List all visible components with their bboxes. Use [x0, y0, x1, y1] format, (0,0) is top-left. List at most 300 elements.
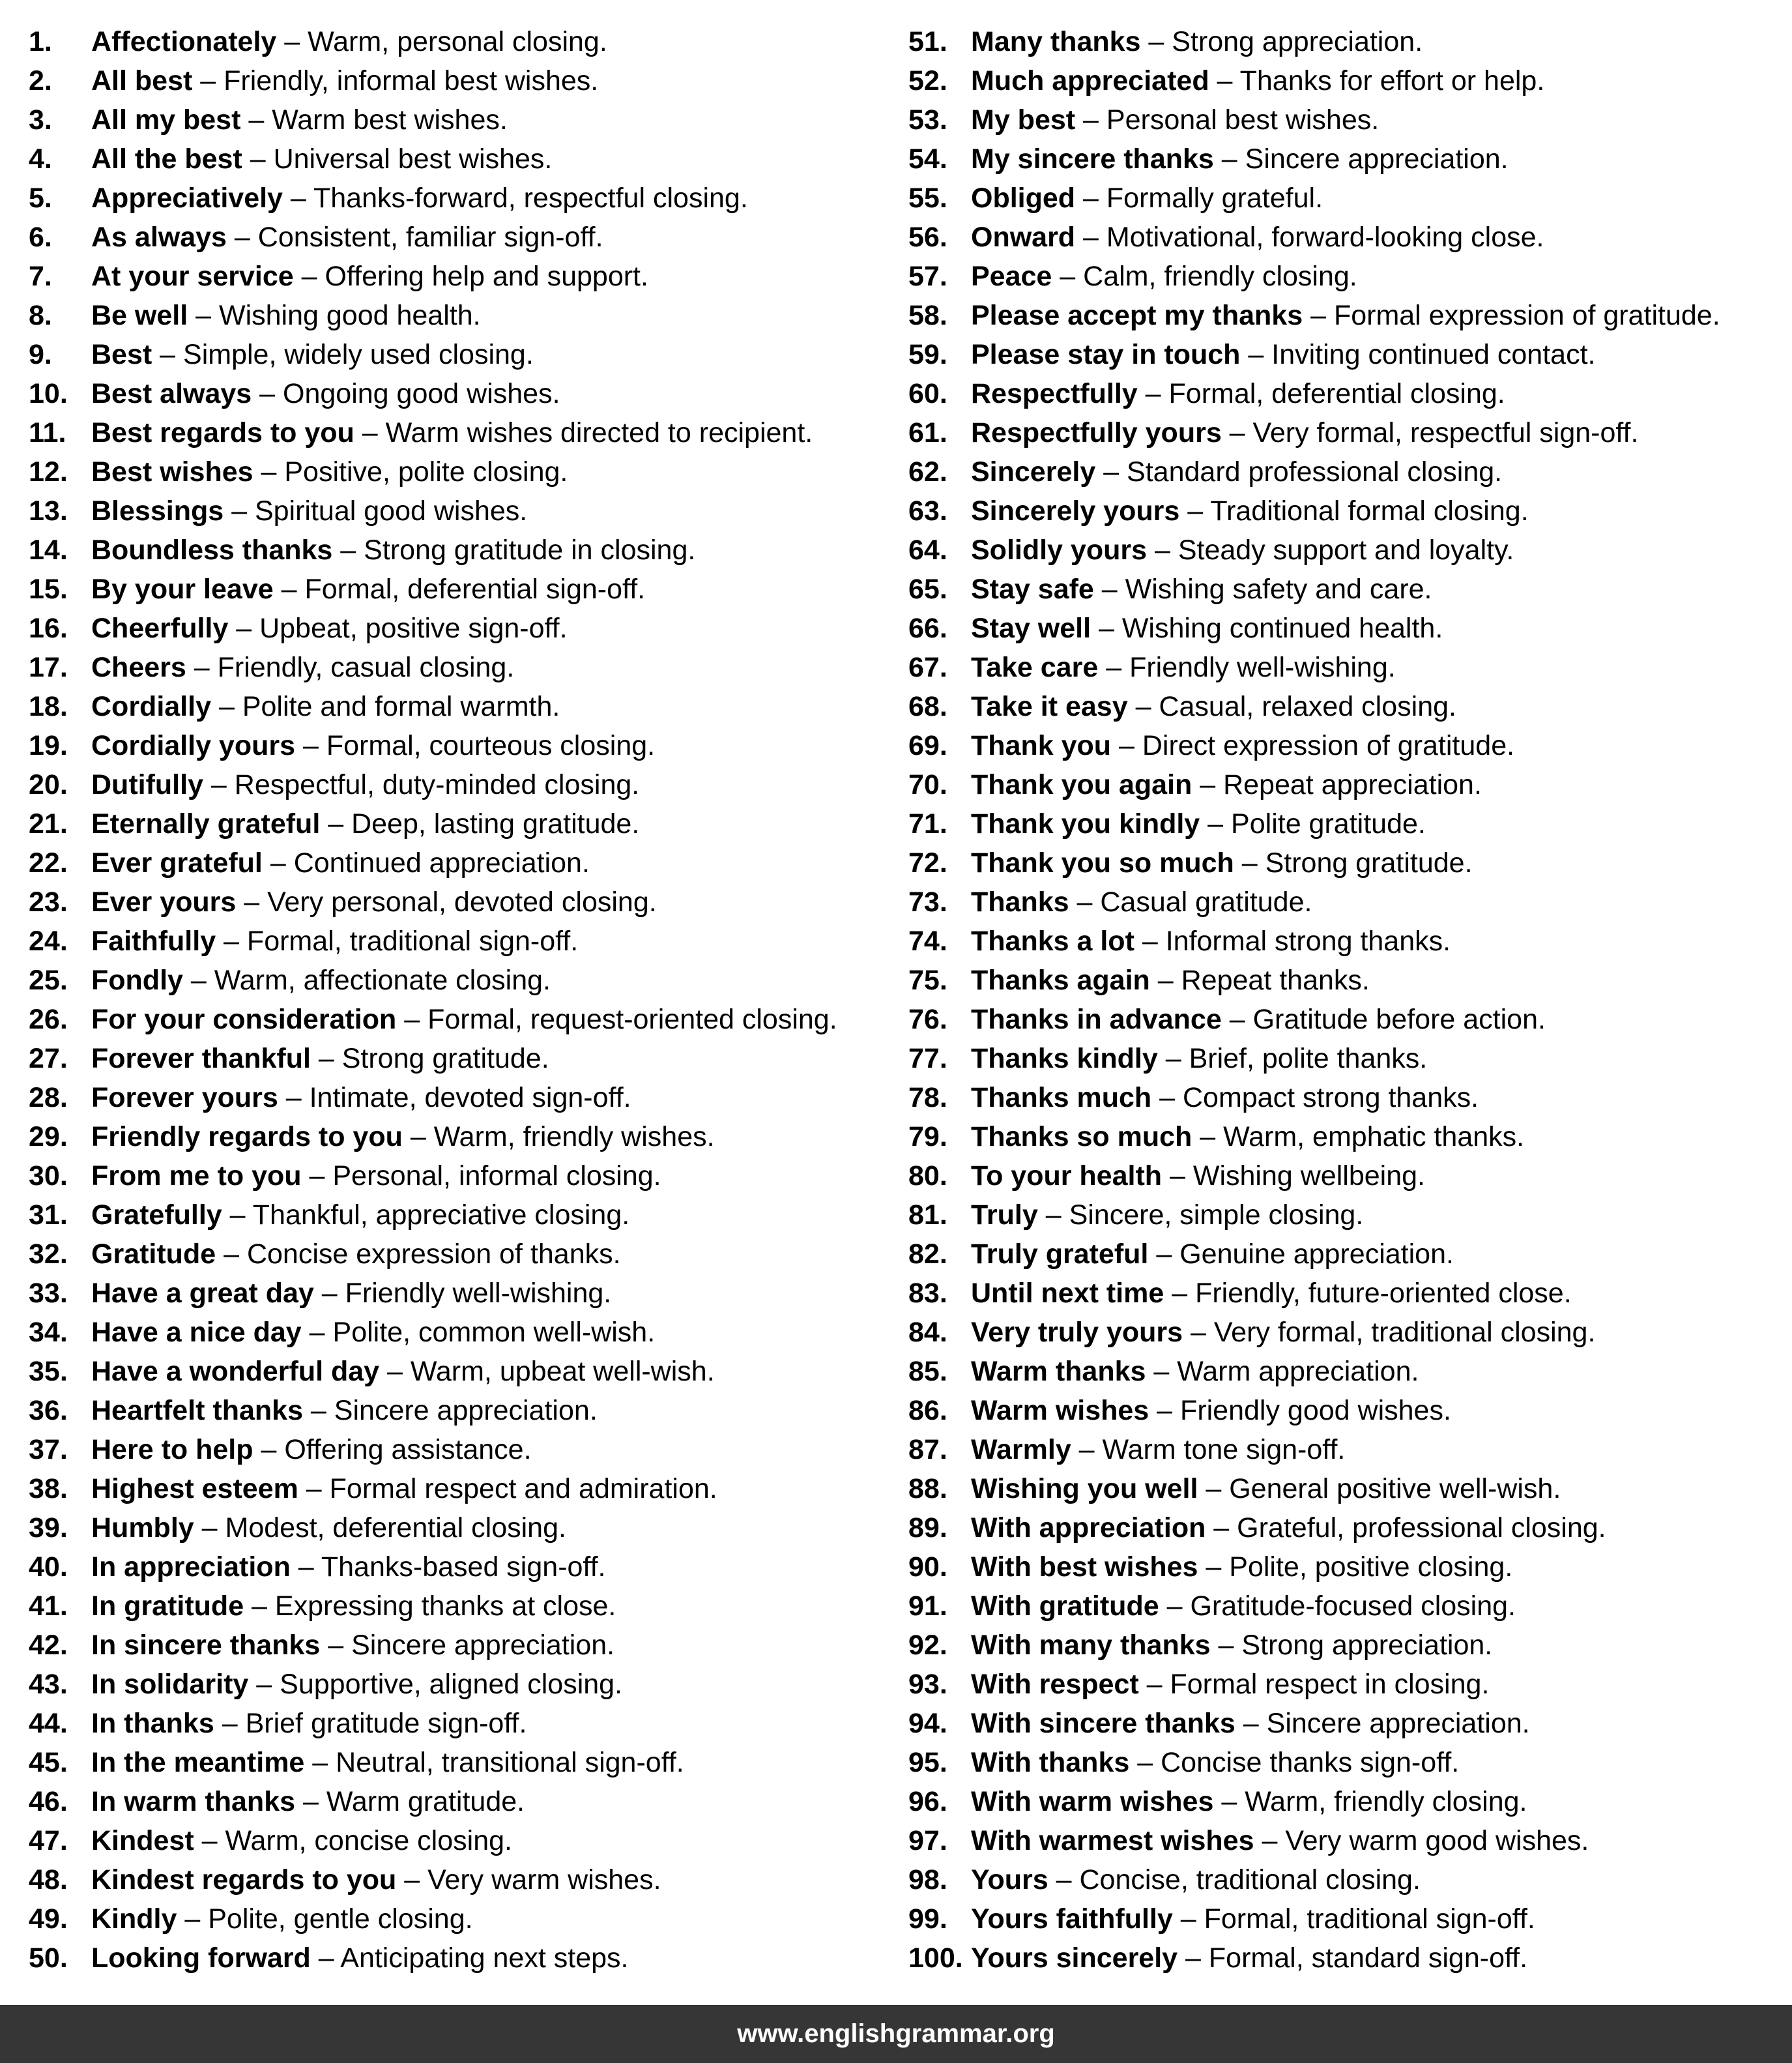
- item-separator: –: [1137, 378, 1169, 409]
- item-description: Upbeat, positive sign-off.: [259, 613, 568, 644]
- item-text: [91, 1313, 655, 1352]
- list-item: [29, 335, 837, 374]
- item-text: [91, 843, 590, 883]
- item-number: 26.: [29, 1004, 68, 1035]
- item-text: [91, 452, 568, 491]
- item-number: 40.: [29, 1551, 68, 1583]
- item-text: [971, 1547, 1512, 1587]
- item-separator: –: [301, 1160, 333, 1192]
- item-term: Friendly regards to you: [91, 1121, 403, 1152]
- item-description: Wishing wellbeing.: [1192, 1160, 1425, 1192]
- list-item: [908, 1626, 1720, 1665]
- item-description: Offering assistance.: [284, 1434, 532, 1465]
- item-number: 58.: [908, 300, 947, 331]
- item-number: 11.: [29, 417, 66, 448]
- item-description: Warm best wishes.: [272, 104, 508, 136]
- list-item: [908, 765, 1720, 804]
- item-term: Onward: [971, 222, 1076, 253]
- list-item: [29, 1743, 837, 1782]
- list-item: [29, 1000, 837, 1039]
- item-term: In thanks: [91, 1708, 214, 1739]
- list-item: [908, 1508, 1720, 1547]
- item-term: All best: [91, 65, 193, 96]
- item-description: Informal strong thanks.: [1165, 926, 1451, 957]
- item-number: 4.: [29, 143, 52, 175]
- item-number: 47.: [29, 1825, 68, 1856]
- item-text: [971, 374, 1505, 413]
- item-text: [91, 1195, 629, 1235]
- item-description: Consistent, familiar sign-off.: [257, 222, 603, 253]
- list-item: [29, 61, 837, 100]
- item-term: Until next time: [971, 1278, 1164, 1309]
- list-item: [908, 1899, 1720, 1939]
- item-text: [971, 100, 1379, 139]
- item-term: My best: [971, 104, 1076, 136]
- item-number: 63.: [908, 495, 947, 527]
- item-number: 56.: [908, 222, 947, 253]
- item-text: [971, 139, 1509, 179]
- item-term: Yours: [971, 1864, 1048, 1895]
- item-number: 82.: [908, 1238, 947, 1270]
- item-text: [91, 1117, 715, 1156]
- item-description: Strong gratitude.: [1265, 847, 1473, 879]
- list-item: [29, 1274, 837, 1313]
- item-description: Strong appreciation.: [1241, 1630, 1493, 1661]
- item-text: [91, 1469, 717, 1508]
- item-separator: –: [211, 691, 242, 722]
- item-description: Personal, informal closing.: [332, 1160, 661, 1192]
- list-item: [29, 179, 837, 218]
- item-separator: –: [152, 339, 184, 370]
- list-item: [29, 1821, 837, 1860]
- item-description: Formal, traditional sign-off.: [246, 926, 579, 957]
- list-item: [29, 961, 837, 1000]
- item-term: Cordially: [91, 691, 211, 722]
- item-separator: –: [1162, 1160, 1193, 1192]
- list-item: [908, 1665, 1720, 1704]
- item-term: Solidly yours: [971, 534, 1148, 566]
- item-term: Gratefully: [91, 1199, 222, 1231]
- list-item: [908, 1743, 1720, 1782]
- list-item: [29, 413, 837, 452]
- item-number: 9.: [29, 339, 52, 370]
- item-text: [971, 1743, 1459, 1782]
- item-number: 99.: [908, 1903, 947, 1935]
- item-term: As always: [91, 222, 227, 253]
- item-description: Strong gratitude in closing.: [364, 534, 696, 566]
- item-number: 42.: [29, 1630, 68, 1661]
- item-description: Direct expression of gratitude.: [1142, 730, 1515, 761]
- item-description: Sincere appreciation.: [1245, 143, 1509, 175]
- item-term: Humbly: [91, 1512, 194, 1544]
- item-number: 17.: [29, 652, 68, 683]
- list-column-right: [908, 22, 1720, 1978]
- item-term: Forever thankful: [91, 1043, 311, 1074]
- item-number: 70.: [908, 769, 947, 800]
- item-description: Brief, polite thanks.: [1189, 1043, 1428, 1074]
- list-item: [29, 804, 837, 843]
- item-text: [971, 1508, 1606, 1547]
- item-term: Kindest: [91, 1825, 194, 1856]
- item-separator: –: [1234, 847, 1265, 879]
- item-number: 51.: [908, 26, 947, 57]
- item-text: [91, 922, 578, 961]
- item-term: With warmest wishes: [971, 1825, 1254, 1856]
- item-term: From me to you: [91, 1160, 302, 1192]
- list-item: [29, 765, 837, 804]
- item-text: [971, 61, 1544, 100]
- item-separator: –: [293, 261, 325, 292]
- item-number: 85.: [908, 1356, 947, 1387]
- item-separator: –: [1134, 926, 1166, 957]
- list-item: [908, 1078, 1720, 1117]
- item-number: 76.: [908, 1004, 947, 1035]
- item-text: [91, 883, 657, 922]
- item-number: 59.: [908, 339, 947, 370]
- item-text: [91, 491, 527, 531]
- item-separator: –: [1221, 417, 1253, 448]
- list-item: [29, 1860, 837, 1899]
- item-number: 12.: [29, 456, 68, 488]
- item-separator: –: [1148, 1238, 1180, 1270]
- list-item: [29, 1195, 837, 1235]
- item-text: [91, 1782, 525, 1821]
- item-separator: –: [295, 730, 326, 761]
- item-term: Please stay in touch: [971, 339, 1241, 370]
- item-term: Thanks again: [971, 965, 1150, 996]
- list-item: [908, 100, 1720, 139]
- item-description: Warm wishes directed to recipient.: [385, 417, 813, 448]
- item-separator: –: [1206, 1512, 1237, 1544]
- item-separator: –: [188, 300, 219, 331]
- item-separator: –: [1179, 495, 1211, 527]
- item-number: 16.: [29, 613, 68, 644]
- item-text: [91, 609, 568, 648]
- item-number: 86.: [908, 1395, 947, 1426]
- item-term: Warmly: [971, 1434, 1071, 1465]
- list-item: [29, 687, 837, 726]
- item-number: 77.: [908, 1043, 947, 1074]
- item-text: [91, 218, 603, 257]
- item-separator: –: [295, 1786, 326, 1817]
- item-number: 49.: [29, 1903, 68, 1935]
- item-text: [971, 1469, 1561, 1508]
- list-item: [29, 100, 837, 139]
- item-separator: –: [301, 1317, 333, 1348]
- item-separator: –: [1183, 1317, 1214, 1348]
- item-separator: –: [1091, 613, 1122, 644]
- item-term: Boundless thanks: [91, 534, 333, 566]
- item-separator: –: [216, 1238, 247, 1270]
- item-number: 8.: [29, 300, 52, 331]
- item-text: [91, 1352, 715, 1391]
- list-item: [29, 22, 837, 61]
- item-number: 61.: [908, 417, 947, 448]
- item-term: Obliged: [971, 183, 1076, 214]
- list-item: [908, 374, 1720, 413]
- item-number: 64.: [908, 534, 947, 566]
- item-text: [971, 1391, 1451, 1430]
- item-text: [91, 726, 655, 765]
- item-description: Friendly well-wishing.: [345, 1278, 612, 1309]
- item-number: 15.: [29, 574, 68, 605]
- item-description: Formal, request-oriented closing.: [427, 1004, 837, 1035]
- item-number: 90.: [908, 1551, 947, 1583]
- item-separator: –: [240, 104, 272, 136]
- item-term: Wishing you well: [971, 1473, 1198, 1504]
- item-separator: –: [1164, 1278, 1196, 1309]
- item-separator: –: [194, 1512, 225, 1544]
- item-description: Polite, positive closing.: [1229, 1551, 1513, 1583]
- item-term: In warm thanks: [91, 1786, 296, 1817]
- item-term: Looking forward: [91, 1942, 311, 1974]
- item-number: 48.: [29, 1864, 68, 1895]
- list-item: [29, 609, 837, 648]
- item-description: General positive well-wish.: [1229, 1473, 1561, 1504]
- item-description: Friendly good wishes.: [1180, 1395, 1451, 1426]
- list-item: [29, 218, 837, 257]
- list-item: [29, 1704, 837, 1743]
- item-number: 39.: [29, 1512, 68, 1544]
- item-description: Wishing good health.: [218, 300, 481, 331]
- list-item: [908, 843, 1720, 883]
- item-description: Brief gratitude sign-off.: [245, 1708, 527, 1739]
- list-item: [29, 1156, 837, 1195]
- item-term: Warm thanks: [971, 1356, 1146, 1387]
- item-separator: –: [244, 1590, 275, 1622]
- item-number: 6.: [29, 222, 52, 253]
- item-description: Warm, affectionate closing.: [214, 965, 551, 996]
- item-text: [971, 843, 1473, 883]
- item-separator: –: [177, 1903, 209, 1935]
- list-item: [29, 296, 837, 335]
- item-text: [971, 1782, 1527, 1821]
- footer-website-link[interactable]: www.englishgrammar.org: [737, 2019, 1055, 2048]
- item-term: By your leave: [91, 574, 274, 605]
- list-item: [908, 1039, 1720, 1078]
- list-item: [29, 1235, 837, 1274]
- item-separator: –: [192, 65, 224, 96]
- list-item: [29, 843, 837, 883]
- list-item: [29, 1587, 837, 1626]
- item-number: 19.: [29, 730, 68, 761]
- item-term: Respectfully: [971, 378, 1138, 409]
- item-number: 1.: [29, 26, 52, 57]
- item-term: With gratitude: [971, 1590, 1159, 1622]
- item-text: [91, 1156, 661, 1195]
- item-number: 74.: [908, 926, 947, 957]
- item-separator: –: [313, 1278, 345, 1309]
- item-term: Blessings: [91, 495, 224, 527]
- item-separator: –: [1235, 1708, 1267, 1739]
- item-description: Warm, personal closing.: [308, 26, 607, 57]
- item-number: 73.: [908, 886, 947, 918]
- item-term: Yours sincerely: [971, 1942, 1178, 1974]
- item-number: 20.: [29, 769, 68, 800]
- item-description: Polite, gentle closing.: [208, 1903, 473, 1935]
- item-separator: –: [1172, 1903, 1204, 1935]
- item-number: 60.: [908, 378, 947, 409]
- item-description: Gratitude-focused closing.: [1190, 1590, 1516, 1622]
- item-term: Ever yours: [91, 886, 237, 918]
- item-description: Neutral, transitional sign-off.: [336, 1747, 684, 1778]
- item-number: 41.: [29, 1590, 68, 1622]
- item-term: With warm wishes: [971, 1786, 1214, 1817]
- item-description: Warm gratitude.: [326, 1786, 525, 1817]
- item-term: Thanks kindly: [971, 1043, 1158, 1074]
- list-item: [908, 1782, 1720, 1821]
- item-description: Formal, standard sign-off.: [1208, 1942, 1528, 1974]
- item-text: [91, 1704, 527, 1743]
- item-term: Have a nice day: [91, 1317, 302, 1348]
- item-term: With many thanks: [971, 1630, 1211, 1661]
- list-item: [29, 1352, 837, 1391]
- item-separator: –: [1192, 1121, 1224, 1152]
- item-text: [971, 257, 1357, 296]
- item-number: 13.: [29, 495, 68, 527]
- item-text: [971, 179, 1323, 218]
- item-separator: –: [379, 1356, 411, 1387]
- item-separator: –: [1098, 652, 1130, 683]
- item-term: In appreciation: [91, 1551, 291, 1583]
- list-item: [29, 883, 837, 922]
- item-term: My sincere thanks: [971, 143, 1214, 175]
- item-term: Heartfelt thanks: [91, 1395, 303, 1426]
- item-description: Formal expression of gratitude.: [1333, 300, 1720, 331]
- item-text: [971, 1313, 1595, 1352]
- item-text: [91, 804, 639, 843]
- item-separator: –: [1075, 104, 1106, 136]
- item-number: 28.: [29, 1082, 68, 1113]
- item-text: [971, 1626, 1492, 1665]
- item-text: [971, 1156, 1425, 1195]
- item-text: [971, 922, 1451, 961]
- item-separator: –: [216, 926, 247, 957]
- item-term: In solidarity: [91, 1669, 249, 1700]
- item-text: [971, 570, 1432, 609]
- item-term: In the meantime: [91, 1747, 305, 1778]
- item-number: 35.: [29, 1356, 68, 1387]
- item-text: [91, 1547, 606, 1587]
- item-term: In gratitude: [91, 1590, 244, 1622]
- item-separator: –: [1240, 339, 1272, 370]
- item-description: Repeat appreciation.: [1223, 769, 1482, 800]
- item-term: Best wishes: [91, 456, 253, 488]
- item-number: 84.: [908, 1317, 947, 1348]
- item-text: [971, 1352, 1419, 1391]
- item-description: Intimate, devoted sign-off.: [309, 1082, 631, 1113]
- item-description: Very warm good wishes.: [1285, 1825, 1589, 1856]
- item-text: [971, 648, 1396, 687]
- item-description: Formal, traditional sign-off.: [1204, 1903, 1535, 1935]
- item-number: 31.: [29, 1199, 68, 1231]
- item-separator: –: [1210, 1630, 1242, 1661]
- item-separator: –: [1221, 1004, 1253, 1035]
- item-term: With sincere thanks: [971, 1708, 1236, 1739]
- list-item: [908, 1235, 1720, 1274]
- item-separator: –: [1111, 730, 1142, 761]
- item-description: Genuine appreciation.: [1179, 1238, 1454, 1270]
- item-number: 27.: [29, 1043, 68, 1074]
- list-item: [908, 687, 1720, 726]
- item-separator: –: [1151, 1082, 1183, 1113]
- item-term: Truly grateful: [971, 1238, 1149, 1270]
- item-separator: –: [1149, 965, 1181, 996]
- item-term: Many thanks: [971, 26, 1141, 57]
- item-separator: –: [1095, 456, 1127, 488]
- item-separator: –: [310, 1942, 341, 1974]
- item-text: [971, 883, 1312, 922]
- item-text: [91, 1391, 598, 1430]
- item-term: With respect: [971, 1669, 1139, 1700]
- list-item: [908, 1821, 1720, 1860]
- item-text: [971, 1039, 1427, 1078]
- item-term: Have a wonderful day: [91, 1356, 380, 1387]
- item-term: Gratitude: [91, 1238, 216, 1270]
- item-description: Sincere appreciation.: [351, 1630, 615, 1661]
- item-number: 29.: [29, 1121, 68, 1152]
- item-description: Simple, widely used closing.: [183, 339, 534, 370]
- item-text: [91, 413, 813, 452]
- item-description: Formally grateful.: [1106, 183, 1323, 214]
- list-item: [29, 1782, 837, 1821]
- item-number: 67.: [908, 652, 947, 683]
- item-description: Very formal, respectful sign-off.: [1252, 417, 1639, 448]
- item-text: [91, 1235, 621, 1274]
- item-text: [971, 1195, 1363, 1235]
- item-description: Spiritual good wishes.: [254, 495, 528, 527]
- item-text: [91, 1000, 837, 1039]
- item-text: [971, 1117, 1524, 1156]
- item-term: Very truly yours: [971, 1317, 1183, 1348]
- list-item: [908, 1313, 1720, 1352]
- item-number: 50.: [29, 1942, 68, 1974]
- item-separator: –: [310, 1043, 342, 1074]
- item-description: Warm appreciation.: [1177, 1356, 1419, 1387]
- item-text: [971, 413, 1638, 452]
- item-description: Respectful, duty-minded closing.: [234, 769, 640, 800]
- item-text: [971, 1704, 1530, 1743]
- item-description: Warm, emphatic thanks.: [1223, 1121, 1525, 1152]
- item-number: 37.: [29, 1434, 68, 1465]
- item-text: [971, 1078, 1479, 1117]
- item-number: 44.: [29, 1708, 68, 1739]
- item-separator: –: [1075, 183, 1106, 214]
- item-separator: –: [354, 417, 386, 448]
- item-description: Positive, polite closing.: [284, 456, 568, 488]
- item-number: 80.: [908, 1160, 947, 1192]
- item-separator: –: [1209, 65, 1240, 96]
- item-separator: –: [222, 1199, 253, 1231]
- list-item: [908, 1469, 1720, 1508]
- item-number: 72.: [908, 847, 947, 879]
- item-description: Deep, lasting gratitude.: [351, 808, 640, 840]
- list-item: [29, 1899, 837, 1939]
- item-text: [971, 491, 1529, 531]
- item-description: Thanks-based sign-off.: [321, 1551, 606, 1583]
- item-description: Concise thanks sign-off.: [1161, 1747, 1460, 1778]
- item-separator: –: [320, 1630, 352, 1661]
- item-description: Thanks-forward, respectful closing.: [313, 183, 748, 214]
- item-text: [91, 1860, 661, 1899]
- item-number: 30.: [29, 1160, 68, 1192]
- item-term: Respectfully yours: [971, 417, 1222, 448]
- item-term: Much appreciated: [971, 65, 1209, 96]
- item-number: 32.: [29, 1238, 68, 1270]
- item-text: [971, 218, 1544, 257]
- item-number: 93.: [908, 1669, 947, 1700]
- item-description: Friendly, future-oriented close.: [1195, 1278, 1572, 1309]
